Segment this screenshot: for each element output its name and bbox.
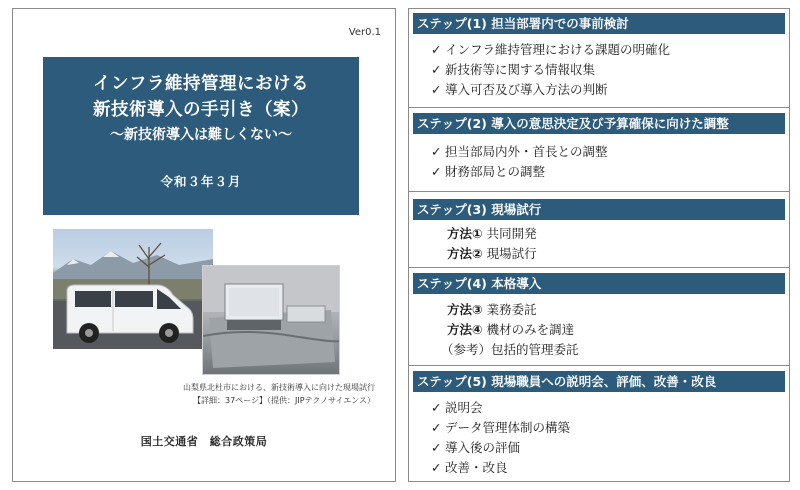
check-icon: ✓ (431, 420, 442, 435)
step2-header: ステップ(2) 導入の意思決定及び予算確保に向けた調整 (413, 113, 785, 134)
equipment-photo (202, 265, 340, 375)
step5-item: ✓ 導入後の評価 (431, 440, 521, 455)
step2-item: ✓ 財務部局との調整 (431, 164, 546, 179)
guide-cover (12, 8, 396, 482)
step3-header: ステップ(3) 現場試行 (413, 199, 785, 220)
step4-method: 方法③ 業務委託 (447, 302, 537, 317)
check-icon: ✓ (431, 164, 442, 179)
divider (409, 365, 789, 366)
title-line-2: 新技術導入の手引き（案） (93, 100, 309, 120)
step3-method: 方法① 共同開発 (447, 226, 537, 241)
step1-item: ✓ 導入可否及び導入方法の判断 (431, 82, 608, 97)
photo-caption (95, 381, 375, 407)
caption-line-1: 山梨県北杜市における、新技術導入に向けた現場試行 (183, 383, 375, 392)
van-photo (53, 229, 213, 349)
divider (409, 191, 789, 192)
check-icon: ✓ (431, 440, 442, 455)
check-icon: ✓ (431, 42, 442, 57)
step4-header: ステップ(4) 本格導入 (413, 273, 785, 294)
step5-item: ✓ 改善・改良 (431, 460, 508, 475)
steps-panel (408, 8, 790, 482)
step4-note: （参考）包括的管理委託 (441, 342, 579, 357)
step4-method: 方法④ 機材のみを調達 (447, 322, 575, 337)
caption-line-2: 【詳細：37ページ】（提供：JIPテクノサイエンス） (193, 396, 375, 405)
check-icon: ✓ (431, 400, 442, 415)
subtitle: ～新技術導入は難しくない～ (110, 127, 292, 143)
check-icon: ✓ (431, 62, 442, 77)
step5-item: ✓ データ管理体制の構築 (431, 420, 571, 435)
step1-header: ステップ(1) 担当部署内での事前検討 (413, 13, 785, 34)
title-line-1: インフラ維持管理における (93, 74, 309, 94)
divider (409, 267, 789, 268)
publisher: 国土交通省 総合政策局 (140, 435, 268, 448)
step1-item: ✓ インフラ維持管理における課題の明確化 (431, 42, 671, 57)
step2-item: ✓ 担当部局内外・首長との調整 (431, 144, 608, 159)
step5-header: ステップ(5) 現場職員への説明会、評価、改善・改良 (413, 371, 785, 392)
step1-item: ✓ 新技術等に関する情報収集 (431, 62, 596, 77)
title-box (43, 57, 359, 215)
step3-method: 方法② 現場試行 (447, 246, 537, 261)
check-icon: ✓ (431, 460, 442, 475)
divider (409, 107, 789, 108)
check-icon: ✓ (431, 144, 442, 159)
version-label: Ver0.1 (348, 27, 381, 38)
step5-item: ✓ 説明会 (431, 400, 483, 415)
date: 令和３年３月 (160, 174, 242, 189)
check-icon: ✓ (431, 82, 442, 97)
equipment-illustration (203, 266, 339, 374)
van-illustration (53, 229, 213, 349)
